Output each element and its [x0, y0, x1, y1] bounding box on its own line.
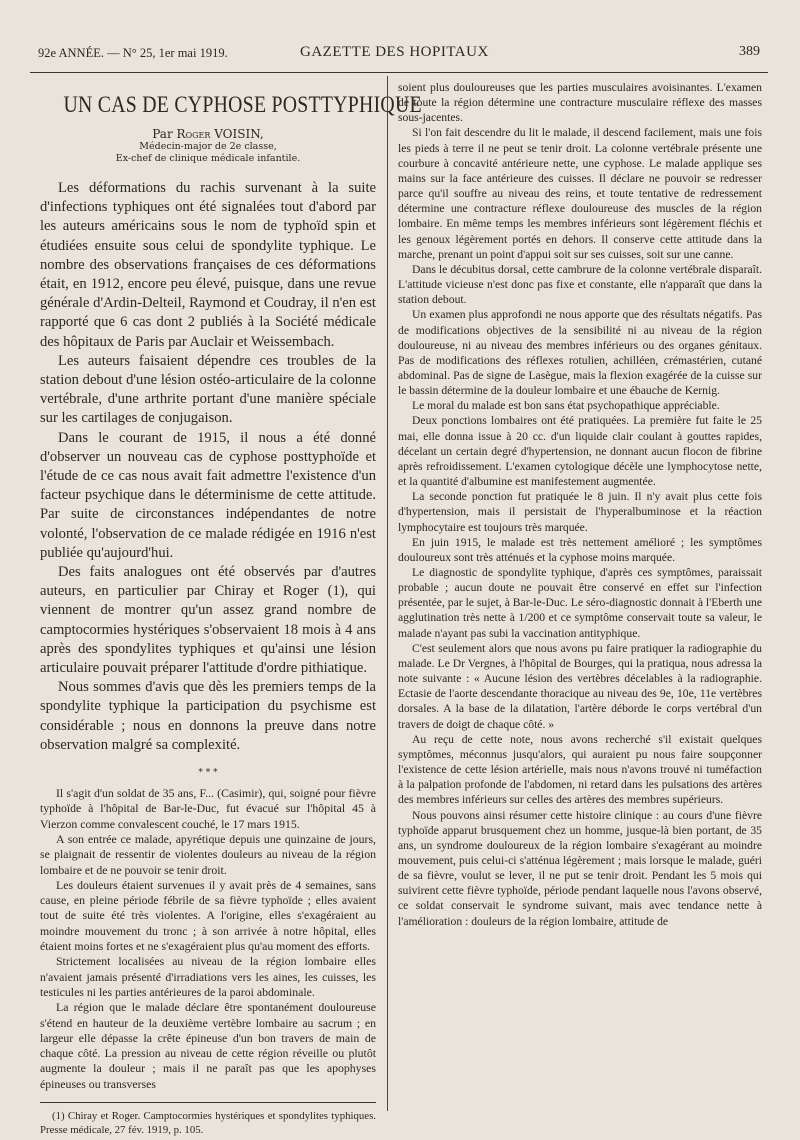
body-paragraph: Si l'on fait descendre du lit le malade, il descend facilement, mais une fois les pieds à terre il ne peut se tenir droit. La colonne vertébrale présente une courbure à concavité antérieure nette, une cyphose. Le malade applique ses mains sur la face antérieure des cuisses. Il déclare ne pouvoir se redresser parce qu'il souffre au niveau des reins, et toute tentative de redressement détermine une contracture réflexe douloureuse des muscles de la région lombaire. En même temps les membres inférieurs sont légèrement fléchis et les genoux légèrement portés en dehors. Il conserve cette attitude dans la marche, prenant un point d'appui soit sur ses cuisses, soit sur une canne. — [398, 126, 762, 261]
body-paragraph: Deux ponctions lombaires ont été pratiquées. La première fut faite le 25 mai, elle donna issue à 20 cc. d'un liquide clair coulant à gouttes rapides, décelant un certain degré d'hypertension, ne donnant aucun flocon de fibrine après refroidissement. L'examen cytologique décèle une lymphocytose nette, et la quantité d'albumine est manifestement augmentée. — [398, 414, 762, 489]
header-rule — [30, 72, 768, 73]
left-column — [40, 80, 422, 1137]
page-number: 389 — [739, 44, 760, 59]
intro-paragraph: Nous sommes d'avis que dès les premiers temps de la spondylite typhique la participation du psychisme est considérable ; nous en donnons la preuve dans notre observation malgré sa complexité. — [40, 679, 376, 753]
case-observation — [40, 786, 376, 1092]
body-paragraph: Dans le décubitus dorsal, cette cambrure de la colonne vertébrale disparaît. L'attitude vicieuse n'est donc pas fixe et constante, elle n'apparaît que dans la station debout. — [398, 262, 762, 307]
body-paragraph: Le moral du malade est bon sans état psychopathique appréciable. — [412, 399, 720, 413]
running-header — [38, 44, 760, 66]
footnote: (1) Chiray et Roger. Camptocormies hystériques et spondylites typhiques. Presse médicale, 27 fév. 1919, p. 105. — [40, 1110, 376, 1136]
body-paragraph: Nous pouvons ainsi résumer cette histoire clinique : au cours d'une fièvre typhoïde apparut brusquement chez un homme, jusque-là bien portant, de 35 ans, un syndrome douloureux de la région lombaire s'exagérant au moindre mouvement, puis celui-ci s'atténua légèrement ; mais lorsque le malade, guéri de sa fièvre, voulut se lever, il ne put se tenir droit. Pendant les 5 mois qui suivirent cette fièvre typhoïde, période pendant laquelle nous l'avons observé, ce soldat conservait le syndrome suivant, mais avec tendance nette à l'amélioration : douleurs de la région lombaire, attitude de — [398, 808, 762, 928]
introduction — [40, 179, 376, 755]
author-affiliation-1: Médecin-major de 2e classe, — [139, 141, 277, 152]
observation-paragraph: Les douleurs étaient survenues il y avait près de 4 semaines, sans cause, en pleine période fébrile de sa fièvre typhoïde ; elles avaient tout de suite été très violentes. A l'origine, elles s'exagéraient au moindre mouvement du tronc ; à son arrivée à notre hôpital, elles étaient moins fortes et ne s'exagéraient plus qu'au moment des efforts. — [40, 877, 376, 954]
body-paragraph: Au reçu de cette note, nous avons recherché s'il existait quelques symptômes, méconnus jusqu'alors, qui auraient pu nous faire soupçonner l'existence de cette lésion artérielle, mais nous n'avons trouvé ni tuméfaction à la palpation profonde de l'abdomen, ni retard dans les pulsations des artères des membres inférieurs sur celles des artères des membres supérieurs. — [398, 732, 762, 807]
issue-line: 92e ANNÉE. — N° 25, 1er mai 1919. — [38, 46, 228, 60]
journal-title: GAZETTE DES HOPITAUX — [300, 44, 489, 60]
observation-paragraph: A son entrée ce malade, apyrétique depuis une quinzaine de jours, se plaignait de ressentir de violentes douleurs au niveau de la région lombaire et de ne pouvoir se tenir droit. — [40, 831, 376, 877]
column-rule — [387, 76, 388, 1111]
body-paragraph: En juin 1915, le malade est très nettement amélioré ; les symptômes douloureux sont très atténués et la cyphose moins marquée. — [398, 535, 762, 564]
intro-paragraph: Des faits analogues ont été observés par d'autres auteurs, en particulier par Chiray et Roger (1), qui viennent de montrer qu'un assez grand nombre de camptocormies hystériques s'observaient 18 mois à 4 ans après des spondylites typhiques et qu'ainsi une lésion articulaire pouvait préparer l'attitude d'ordre pithiatique. — [40, 564, 376, 677]
observation-paragraph: Strictement localisées au niveau de la région lombaire elles n'avaient jamais présenté d'irradiations vers les aines, les cuisses, les testicules ni les parties antérieures de la paroi abdominale. — [40, 954, 376, 999]
author-name: Roger VOISIN, — [176, 127, 264, 141]
footnote-rule — [40, 1102, 376, 1103]
section-separator: * * * — [198, 768, 218, 779]
body-paragraph: soient plus douloureuses que les parties musculaires avoisinantes. L'examen de toute la région détermine une contracture musculaire réflexe des masses sous-jacentes. — [398, 81, 762, 125]
body-paragraph: Le diagnostic de spondylite typhique, d'après ces symptômes, paraissait probable ; aucun doute ne pouvait être conservé en effet sur l'infection présentée, par le sujet, à Bar-le-Duc. Le séro-diagnostic donnait à l'Eberth une agglutination très nette à 1/200 et ce symptôme conservait toute sa valeur, le malade n'ayant pas subi la vaccination antityphique. — [398, 566, 762, 640]
right-column — [398, 80, 762, 929]
observation-paragraph: La région que le malade déclare être spontanément douloureuse s'étend en hauteur de la deuxième vertèbre lombaire au sacrum ; en largeur elle dépasse la crête épineuse d'un bon travers de main de chaque côté. La pression au niveau de cette région réveille ou plutôt augmente la douleur ; mais il ne paraît pas que les apophyses épineuses ou transverses — [40, 1000, 376, 1091]
observation-paragraph: Il s'agit d'un soldat de 35 ans, F... (Casimir), qui, soigné pour fièvre typhoïde à l'hôpital de Bar-le-Duc, fut évacué sur l'hôpital 45 à Vierzon comme convalescent couché, le 17 mars 1915. — [40, 786, 376, 831]
body-paragraph: Un examen plus approfondi ne nous apporte que des résultats négatifs. Pas de modifications objectives de la sensibilité ni au niveau de la région douloureuse, ni au niveau des membres inférieurs ou des organes génitaux. Pas de modifications des réflexes rotulien, achilléen, crémastérien, cutané abdominal. Pas de signe de Lasègue, mais la flexion exagérée de la cuisse sur le bassin détermine de la douleur lombaire et une ébauche de Kernig. — [398, 308, 762, 398]
author-affiliation-2: Ex-chef de clinique médicale infantile. — [115, 153, 301, 164]
author-prefix: Par — [152, 127, 173, 141]
body-paragraph: La seconde ponction fut pratiquée le 8 juin. Il n'y avait plus cette fois d'hypertension, mais il persistait de l'hyperalbuminose et la réaction lymphocytaire est toujours très marquée. — [398, 490, 762, 534]
intro-paragraph: Les auteurs faisaient dépendre ces troubles de la station debout d'une lésion ostéo-articulaire de la colonne vertébrale, d'une arthrite portant d'une manière spéciale sur les cartilages de conjugaison. — [40, 352, 376, 427]
author-line — [40, 127, 376, 141]
article-title: UN CAS DE CYPHOSE POSTTYPHIQUE — [63, 92, 422, 117]
intro-paragraph: Les déformations du rachis survenant à la suite d'infections typhiques ont été signalées tout d'abord par les auteurs américains sous le nom de typhoïd spin et étudiées ensuite sous celui de spondylite typhique. Le nombre des observations françaises de ces déformations était, en 1912, encore peu élevé, puisque, dans une revue générale d'Ardin-Delteil, Raymond et Coudray, il n'en est rapporté que 6 cas dont 2 publiés à la Société médicale des hôpitaux de Paris par Auclair et Weissembach. — [40, 180, 376, 350]
intro-paragraph: Dans le courant de 1915, il nous a été donné d'observer un nouveau cas de cyphose posttyphoïde et l'étude de ce cas nous avait fait admettre l'existence d'un facteur psychique dans le déterminisme de cette attitude. Par suite de circonstances indépendantes de notre volonté, l'observation de ce malade rédigée en 1916 n'est publiée qu'aujourd'hui. — [40, 429, 376, 561]
body-paragraph: C'est seulement alors que nous avons pu faire pratiquer la radiographie du malade. Le Dr Vergnes, à l'hôpital de Bourges, qui la pratiqua, nous adressa la note suivante : « Aucune lésion des vertèbres décelables à la radiographie. Ectasie de l'aorte descendante thoracique au niveau des 9e, 10e, 11e vertèbres dorsales. A la base de la dilatation, l'artère déborde le corps vertébral d'un travers de doigt de chaque côté. » — [398, 641, 762, 731]
